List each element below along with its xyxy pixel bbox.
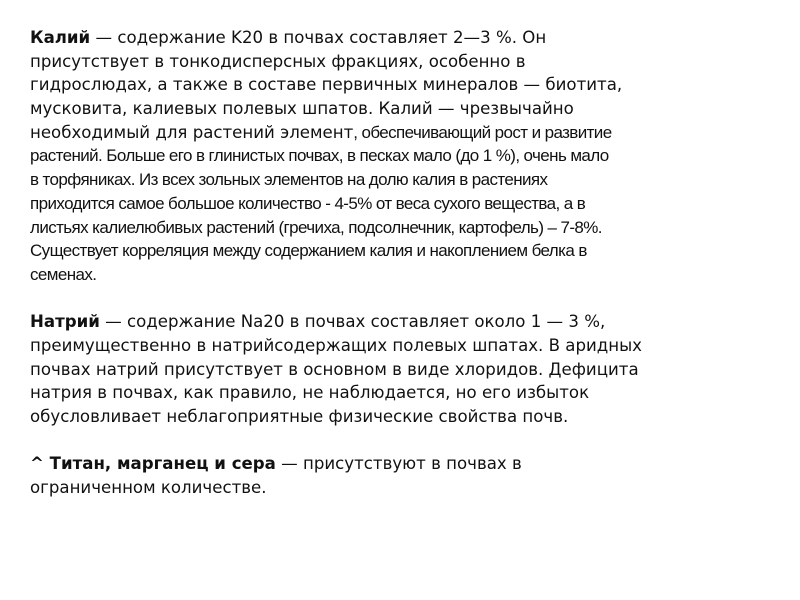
paragraph-gap <box>30 287 642 311</box>
text-segment: приходится самое большое количество - 4-5% от веса сухого вещества, а в <box>30 193 586 213</box>
text-line <box>30 452 642 476</box>
text-segment: — содержание K <box>90 28 242 47</box>
text-line <box>30 310 642 334</box>
text-line <box>30 73 642 97</box>
text-segment: почвах натрий присутствует в основном в виде хлоридов. Дефицита <box>30 359 639 379</box>
text-segment: обусловливает неблагоприятные физические свойства почв. <box>30 407 569 426</box>
text-line <box>30 97 642 121</box>
text-segment: — содержание Na20 в почвах составляет около 1 — 3 %, <box>99 312 606 332</box>
text-segment: растений. Больше его в глинистых почвах, в песках мало (до 1 %), очень мало <box>30 146 609 166</box>
text-segment: 0 в почвах составляет 2—3 %. Он <box>252 28 547 47</box>
bold-term: Калий <box>30 28 91 47</box>
text-line <box>30 239 642 263</box>
text-line <box>30 381 642 405</box>
text-line <box>30 334 642 358</box>
text-line <box>30 168 642 192</box>
text-segment: 2 <box>241 28 253 47</box>
text-line <box>30 144 642 168</box>
text-segment: необходимый для растений элемент <box>30 122 354 142</box>
slide-text <box>30 26 642 500</box>
text-segment: преимущественно в натрийсодержащих полевых шпатах. В аридных <box>30 335 642 355</box>
paragraph-gap <box>30 429 642 453</box>
text-line <box>30 121 642 145</box>
text-segment: , обеспечивающий рост и развитие <box>353 122 612 142</box>
text-segment: листьях калиелюбивых растений (гречиха, подсолнечник, картофель) – 7-8%. <box>30 217 602 237</box>
text-line <box>30 263 642 287</box>
bold-term: Натрий <box>30 312 100 332</box>
text-segment: Существует корреляция между содержанием калия и накоплением белка в <box>30 241 587 261</box>
text-segment: мусковита, калиевых полевых шпатов. Калий — чрезвычайно <box>30 99 574 119</box>
text-line <box>30 476 642 500</box>
text-line <box>30 192 642 216</box>
text-segment: в торфяниках. Из всех зольных элементов на долю калия в растениях <box>30 170 548 190</box>
text-segment: гидрослюдах, а также в составе первичных минералов — биотита, <box>30 75 623 95</box>
text-segment: семенах. <box>30 264 97 284</box>
text-line <box>30 216 642 240</box>
text-segment: ограниченном количестве. <box>30 478 267 498</box>
text-line <box>30 405 642 429</box>
text-segment: присутствует в тонкодисперсных фракциях, особенно в <box>30 51 526 71</box>
text-line <box>30 50 642 74</box>
text-line <box>30 26 642 50</box>
text-line <box>30 358 642 382</box>
text-segment: — присутствуют в почвах в <box>275 454 522 474</box>
text-segment: натрия в почвах, как правило, не наблюдается, но его избыток <box>30 383 590 403</box>
bold-term: ^ Титан, марганец и сера <box>30 454 276 474</box>
